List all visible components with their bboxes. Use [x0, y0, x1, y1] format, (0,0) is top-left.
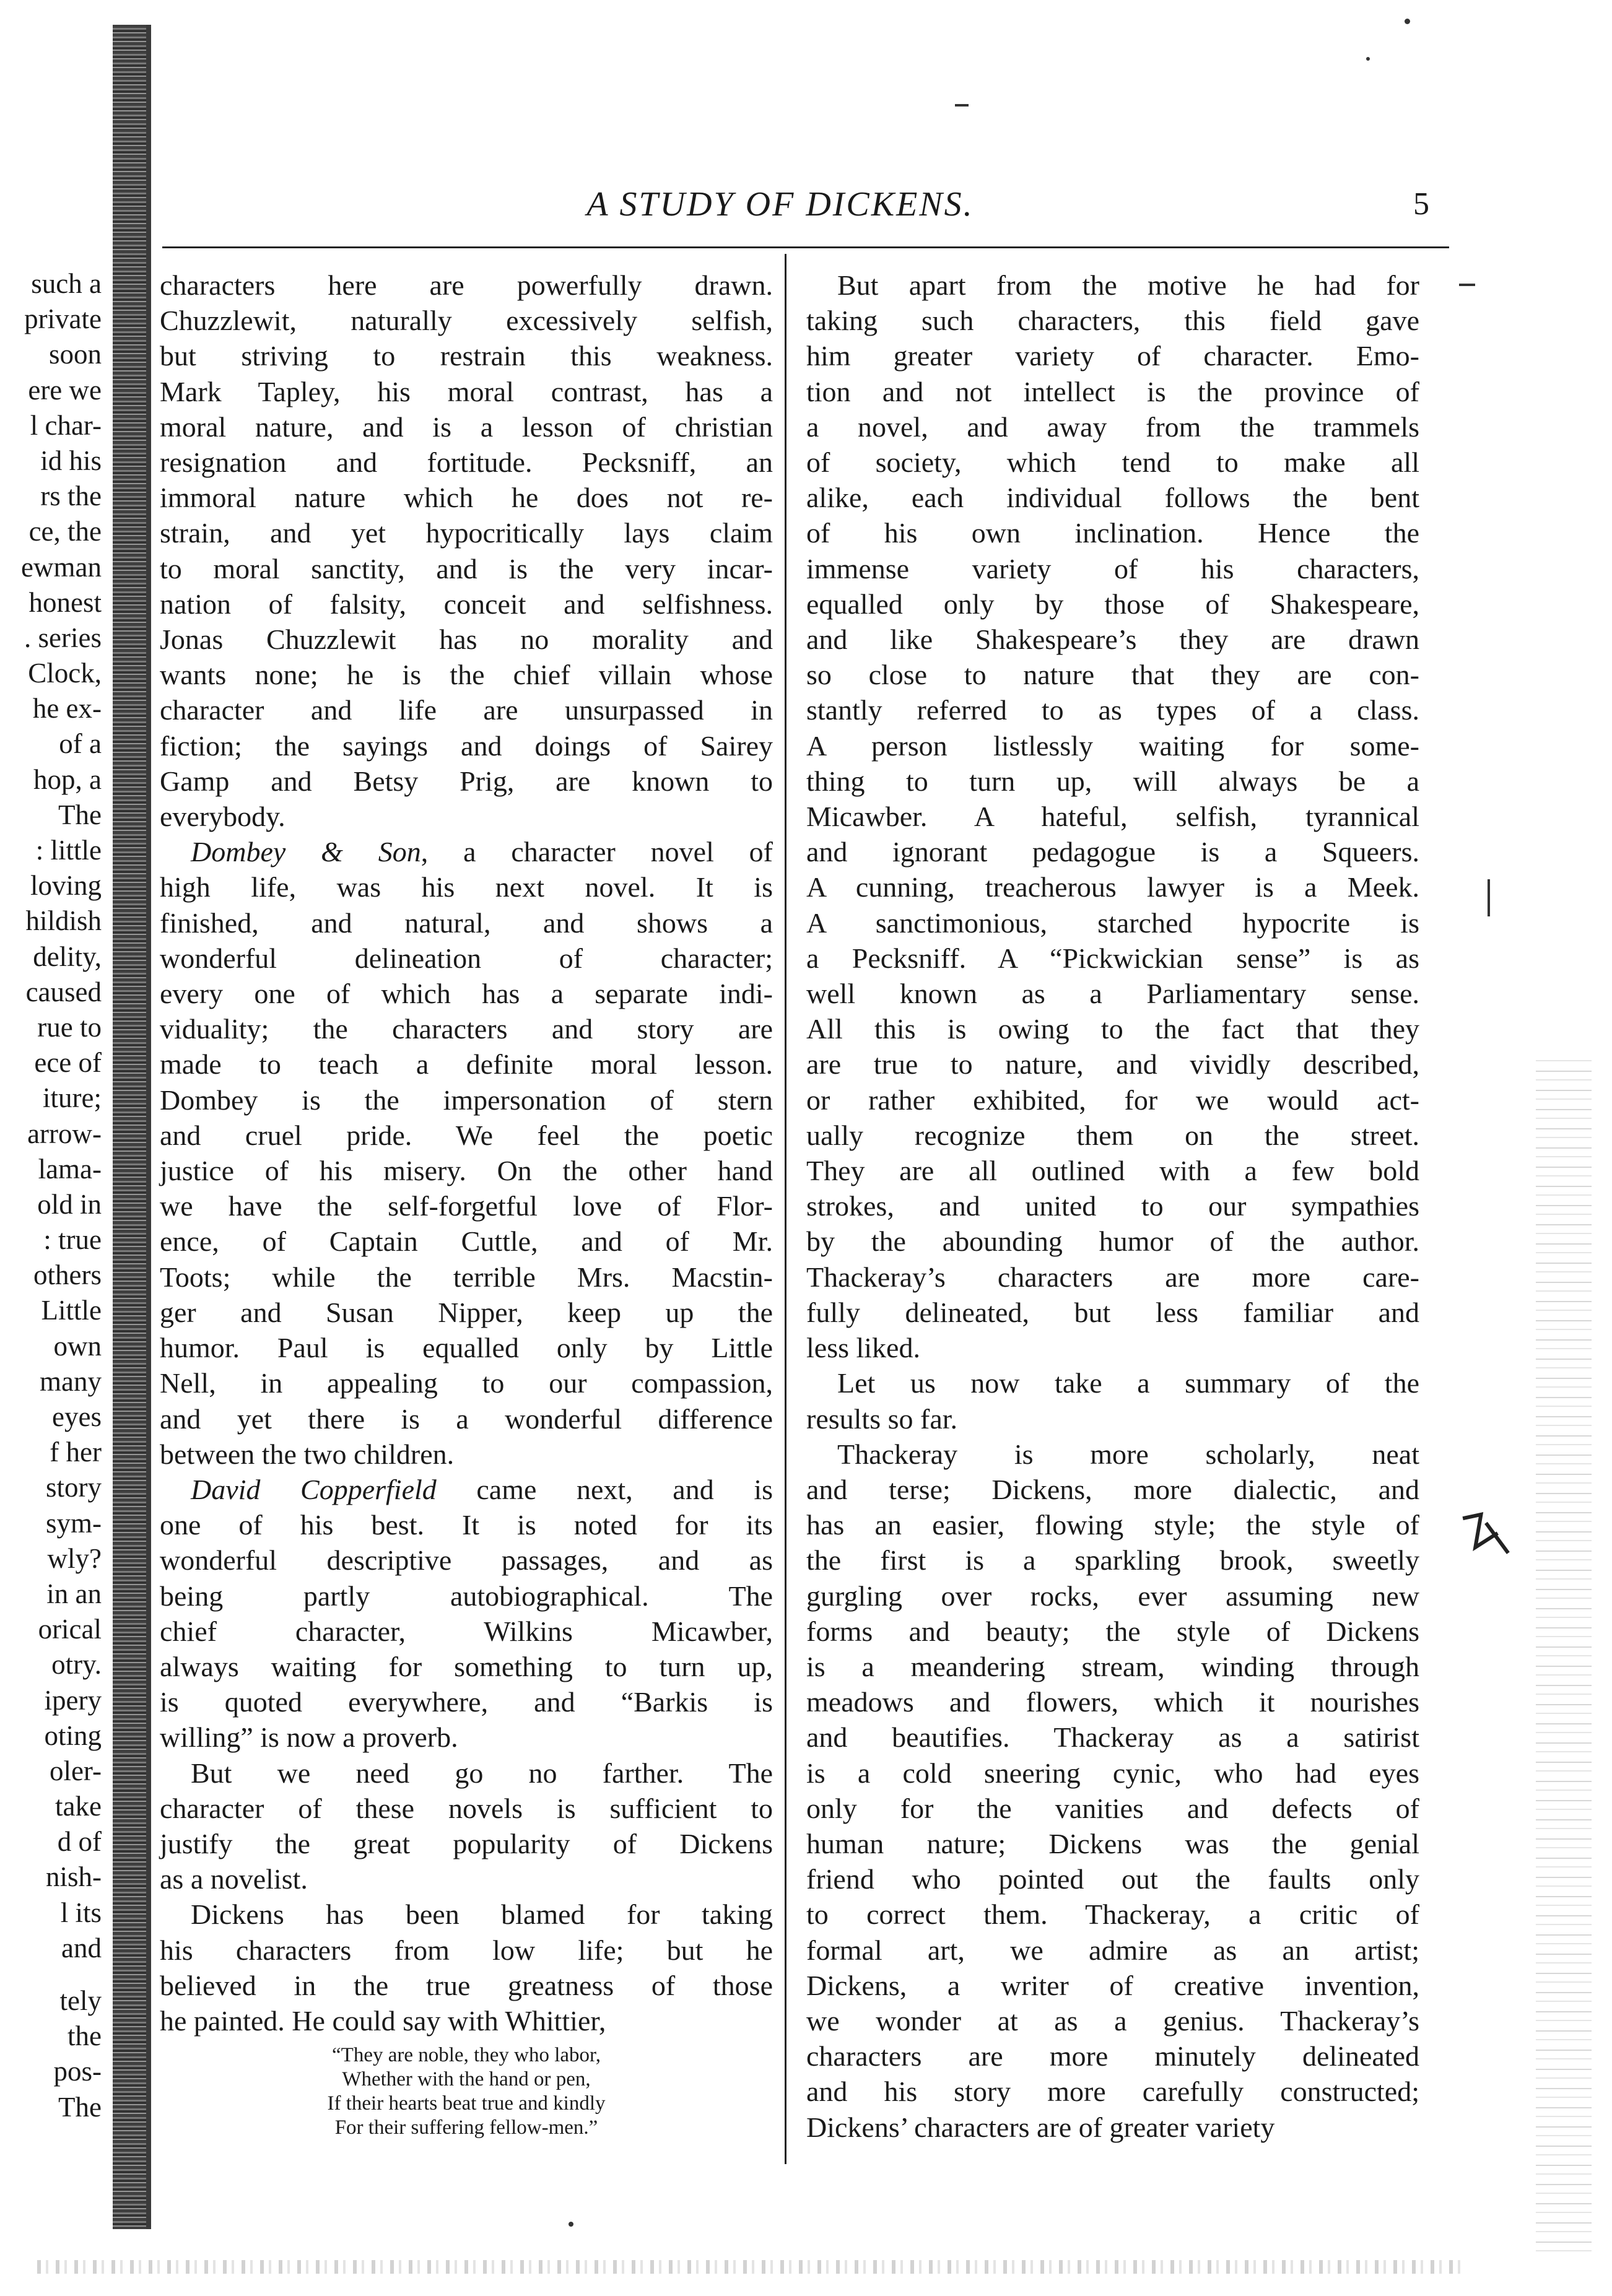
fragment-line: rs the [40, 481, 102, 512]
fragment-line: pos- [53, 2056, 102, 2087]
fragment-line: caused [25, 976, 102, 1007]
header-rule [162, 246, 1449, 248]
text-line: human nature; Dickens was the genial [806, 1827, 1419, 1859]
text-line: chief character, Wilkins Micawber, [160, 1615, 773, 1647]
text-line: always waiting for something to turn up, [160, 1650, 773, 1682]
scan-speck [1405, 19, 1410, 24]
fragment-line: and [61, 1932, 102, 1963]
text-line: alike, each individual follows the bent [806, 482, 1419, 514]
text-line: his characters from low life; but he [160, 1934, 773, 1966]
text-line: to correct them. Thackeray, a critic of [806, 1898, 1419, 1931]
text-line: and beautifies. Thackeray as a satirist [806, 1721, 1419, 1754]
fragment-line: lama- [38, 1153, 102, 1185]
verse-line: If their hearts beat true and kindly [327, 2092, 606, 2115]
text-line: characters here are powerfully drawn. [160, 269, 773, 301]
running-title: A STUDY OF DICKENS. [586, 185, 974, 224]
right-column [806, 267, 1419, 2145]
text-line: wonderful delineation of character; [160, 942, 773, 974]
text-line: forms and beauty; the style of Dickens [806, 1615, 1419, 1647]
verse-line: “They are noble, they who labor, [332, 2044, 601, 2067]
text-line: gurgling over rocks, ever assuming new [806, 1580, 1419, 1612]
left-column [160, 267, 773, 2140]
text-line: viduality; the characters and story are [160, 1013, 773, 1045]
fragment-line: hop, a [33, 763, 102, 795]
text-line: But we need go no farther. The [191, 1757, 773, 1789]
fragment-line: ece of [34, 1047, 102, 1079]
text-line: tion and not intellect is the province of [806, 375, 1419, 407]
text-line: between the two children. [160, 1438, 455, 1470]
fragment-line: delity, [33, 941, 102, 972]
scan-speck [1366, 57, 1370, 61]
text-line: is quoted everywhere, and “Barkis is [160, 1686, 773, 1718]
text-line: All this is owing to the fact that they [806, 1013, 1419, 1045]
text-line: and like Shakespeare’s they are drawn [806, 624, 1419, 656]
text-line: moral nature, and is a lesson of christian [160, 411, 773, 443]
fragment-line: wly? [47, 1542, 102, 1574]
fragment-line: iture; [43, 1082, 102, 1114]
handwritten-mark [1454, 1497, 1518, 1581]
text-line: Chuzzlewit, naturally excessively selfish, [160, 305, 773, 337]
text-line: results so far. [806, 1402, 958, 1435]
text-line: Dombey is the impersonation of stern [160, 1084, 773, 1116]
text-line: ually recognize them on the street. [806, 1119, 1419, 1151]
fragment-line: others [33, 1259, 102, 1291]
fragment-line: private [24, 303, 102, 335]
text-line: Gamp and Betsy Prig, are known to [160, 765, 773, 797]
fragment-line: story [46, 1472, 102, 1503]
text-line: is a cold sneering cynic, who had eyes [806, 1757, 1419, 1789]
fragment-line: rue to [37, 1011, 102, 1043]
fragment-line: arrow- [27, 1118, 102, 1149]
text-line: Dickens has been blamed for taking [191, 1898, 773, 1931]
text-line: but striving to restrain this weakness. [160, 340, 773, 372]
text-line: fiction; the sayings and doings of Sairey [160, 729, 773, 762]
text-line: A sanctimonious, starched hypocrite is [806, 907, 1419, 939]
text-line: willing” is now a proverb. [160, 1721, 458, 1754]
text-line: being partly autobiographical. The [160, 1580, 773, 1612]
text-line: less liked. [806, 1332, 920, 1364]
verse-line: For their suffering fellow-men.” [334, 2116, 598, 2139]
text-line: Dickens’ characters are of greater variety [806, 2111, 1275, 2143]
fragment-line: . series [24, 622, 102, 653]
text-line: nation of falsity, conceit and selfishness. [160, 588, 773, 620]
fragment-line: otry. [51, 1649, 102, 1681]
text-line: one of his best. It is noted for its [160, 1509, 773, 1541]
fragment-line: Little [41, 1295, 102, 1326]
text-line: David Copperfield came next, and is [191, 1473, 773, 1505]
text-line: the first is a sparkling brook, sweetly [806, 1544, 1419, 1576]
text-line: meadows and flowers, which it nourishes [806, 1686, 1419, 1718]
fragment-line: of a [59, 728, 102, 760]
text-line: Jonas Chuzzlewit has no morality and [160, 624, 773, 656]
fragment-line: The [58, 799, 102, 830]
fragment-line: ce, the [28, 516, 102, 547]
fragment-line: such a [31, 268, 102, 299]
text-line: A cunning, treacherous lawyer is a Meek. [806, 871, 1419, 903]
text-line: and ignorant pedagogue is a Squeers. [806, 836, 1419, 868]
fragment-line: own [53, 1330, 102, 1362]
fragment-line: sym- [46, 1507, 102, 1539]
fragment-line: id his [40, 445, 102, 476]
fragment-line: in an [46, 1578, 102, 1609]
text-line: and yet there is a wonderful difference [160, 1402, 773, 1435]
text-line: friend who pointed out the faults only [806, 1863, 1419, 1895]
fragment-line: oting [44, 1720, 102, 1751]
text-line: so close to nature that they are con- [806, 659, 1419, 691]
fragment-line: Clock, [28, 658, 102, 689]
text-line: and his story more carefully constructed; [806, 2076, 1419, 2108]
text-line: But apart from the motive he had for [837, 269, 1419, 301]
fragment-line: honest [28, 586, 102, 618]
text-line: humor. Paul is equalled only by Little [160, 1332, 773, 1364]
fragment-line: The [58, 2091, 102, 2123]
pen-mark-icon [1454, 1497, 1515, 1568]
column-rule [785, 254, 786, 2164]
binding-edge [146, 25, 151, 2229]
scan-speck [955, 104, 969, 107]
text-line: we have the self-forgetful love of Flor- [160, 1190, 773, 1222]
text-line: a novel, and away from the trammels [806, 411, 1419, 443]
text-line: a Pecksniff. A “Pickwickian sense” is as [806, 942, 1419, 974]
fragment-line: l char- [30, 409, 102, 441]
verse-quote [160, 2043, 773, 2140]
text-line: stantly referred to as types of a class. [806, 694, 1419, 726]
text-line: ger and Susan Nipper, keep up the [160, 1296, 773, 1328]
text-line: are true to nature, and vividly described, [806, 1048, 1419, 1081]
text-line: resignation and fortitude. Pecksniff, an [160, 446, 773, 479]
text-line: formal art, we admire as an artist; [806, 1934, 1419, 1966]
fragment-line: ipery [44, 1684, 102, 1716]
fragment-line: l its [60, 1897, 102, 1928]
fragment-line: oler- [49, 1755, 102, 1786]
text-line: as a novelist. [160, 1863, 308, 1895]
text-line: or rather exhibited, for we would act- [806, 1084, 1419, 1116]
text-line: ence, of Captain Cuttle, and of Mr. [160, 1225, 773, 1258]
binding-gutter [113, 25, 147, 2229]
text-line: to moral sanctity, and is the very incar- [160, 552, 773, 585]
scan-speck [1459, 284, 1475, 286]
text-line: high life, was his next novel. It is [160, 871, 773, 903]
fragment-line: : little [35, 835, 102, 866]
text-line: characters are more minutely delineated [806, 2040, 1419, 2072]
text-line: fully delineated, but less familiar and [806, 1296, 1419, 1328]
fragment-line: loving [30, 870, 102, 902]
text-line: and cruel pride. We feel the poetic [160, 1119, 773, 1151]
text-line: Toots; while the terrible Mrs. Macstin- [160, 1261, 773, 1293]
fragment-line: hildish [25, 905, 102, 937]
text-line: of his own inclination. Hence the [806, 517, 1419, 549]
text-line: A person listlessly waiting for some- [806, 729, 1419, 762]
text-line: Dickens, a writer of creative invention, [806, 1969, 1419, 2001]
fragment-line: ewman [21, 551, 102, 583]
text-line: is a meandering stream, winding through [806, 1650, 1419, 1682]
scan-noise-bottom [37, 2260, 1462, 2274]
fragment-line: f her [50, 1437, 102, 1468]
fragment-line: tely [59, 1985, 102, 2016]
text-line: has an easier, flowing style; the style of [806, 1509, 1419, 1541]
page-number: 5 [1413, 186, 1429, 222]
fragment-line: soon [48, 339, 102, 370]
fragment-line: orical [38, 1614, 102, 1645]
text-line: of society, which tend to make all [806, 446, 1419, 479]
text-line: strain, and yet hypocritically lays claim [160, 517, 773, 549]
fragment-line [0, 1966, 107, 1983]
text-line: by the abounding humor of the author. [806, 1225, 1419, 1258]
text-line: thing to turn up, will always be a [806, 765, 1419, 797]
fragment-line: ere we [28, 374, 102, 406]
scan-speck [569, 2222, 573, 2227]
text-line: Mark Tapley, his moral contrast, has a [160, 375, 773, 407]
text-line: Thackeray is more scholarly, neat [837, 1438, 1419, 1470]
text-line: character and life are unsurpassed in [160, 694, 773, 726]
text-line: only for the vanities and defects of [806, 1792, 1419, 1824]
text-line: well known as a Parliamentary sense. [806, 978, 1419, 1010]
text-line: we wonder at as a genius. Thackeray’s [806, 2004, 1419, 2037]
text-line: made to teach a definite moral lesson. [160, 1048, 773, 1081]
fragment-line: d of [57, 1826, 102, 1858]
text-line: equalled only by those of Shakespeare, [806, 588, 1419, 620]
text-line: justify the great popularity of Dickens [160, 1827, 773, 1859]
text-line: Dombey & Son, a character novel of [191, 836, 773, 868]
fragment-line: take [55, 1791, 102, 1822]
fragment-line: : true [43, 1224, 102, 1256]
text-line: Let us now take a summary of the [837, 1367, 1419, 1399]
text-line: They are all outlined with a few bold [806, 1155, 1419, 1187]
text-line: he painted. He could say with Whittier, [160, 2004, 606, 2037]
text-line: immoral nature which he does not re- [160, 482, 773, 514]
text-line: Thackeray’s characters are more care- [806, 1261, 1419, 1293]
text-line: taking such characters, this field gave [806, 305, 1419, 337]
scan-noise-right [1536, 1053, 1592, 2260]
fragment-line: nish- [46, 1861, 102, 1893]
text-line: immense variety of his characters, [806, 552, 1419, 585]
text-line: justice of his misery. On the other hand [160, 1155, 773, 1187]
fragment-line: many [40, 1365, 102, 1397]
fragment-line: old in [37, 1188, 102, 1220]
text-line: every one of which has a separate indi- [160, 978, 773, 1010]
text-line: him greater variety of character. Emo- [806, 340, 1419, 372]
fragment-line: the [68, 2020, 102, 2052]
text-line: and terse; Dickens, more dialectic, and [806, 1473, 1419, 1505]
fragment-line: eyes [52, 1401, 102, 1432]
text-line: strokes, and united to our sympathies [806, 1190, 1419, 1222]
text-line: wants none; he is the chief villain whose [160, 659, 773, 691]
fragment-line: he ex- [32, 693, 102, 724]
text-line: Micawber. A hateful, selfish, tyrannical [806, 801, 1419, 833]
scan-speck [1488, 879, 1490, 916]
text-line: Nell, in appealing to our compassion, [160, 1367, 773, 1399]
verse-line: Whether with the hand or pen, [342, 2068, 591, 2091]
text-line: character of these novels is sufficient to [160, 1792, 773, 1824]
text-line: finished, and natural, and shows a [160, 907, 773, 939]
previous-page-fragment [0, 266, 107, 2125]
text-line: believed in the true greatness of those [160, 1969, 773, 2001]
text-line: wonderful descriptive passages, and as [160, 1544, 773, 1576]
text-line: everybody. [160, 801, 285, 833]
